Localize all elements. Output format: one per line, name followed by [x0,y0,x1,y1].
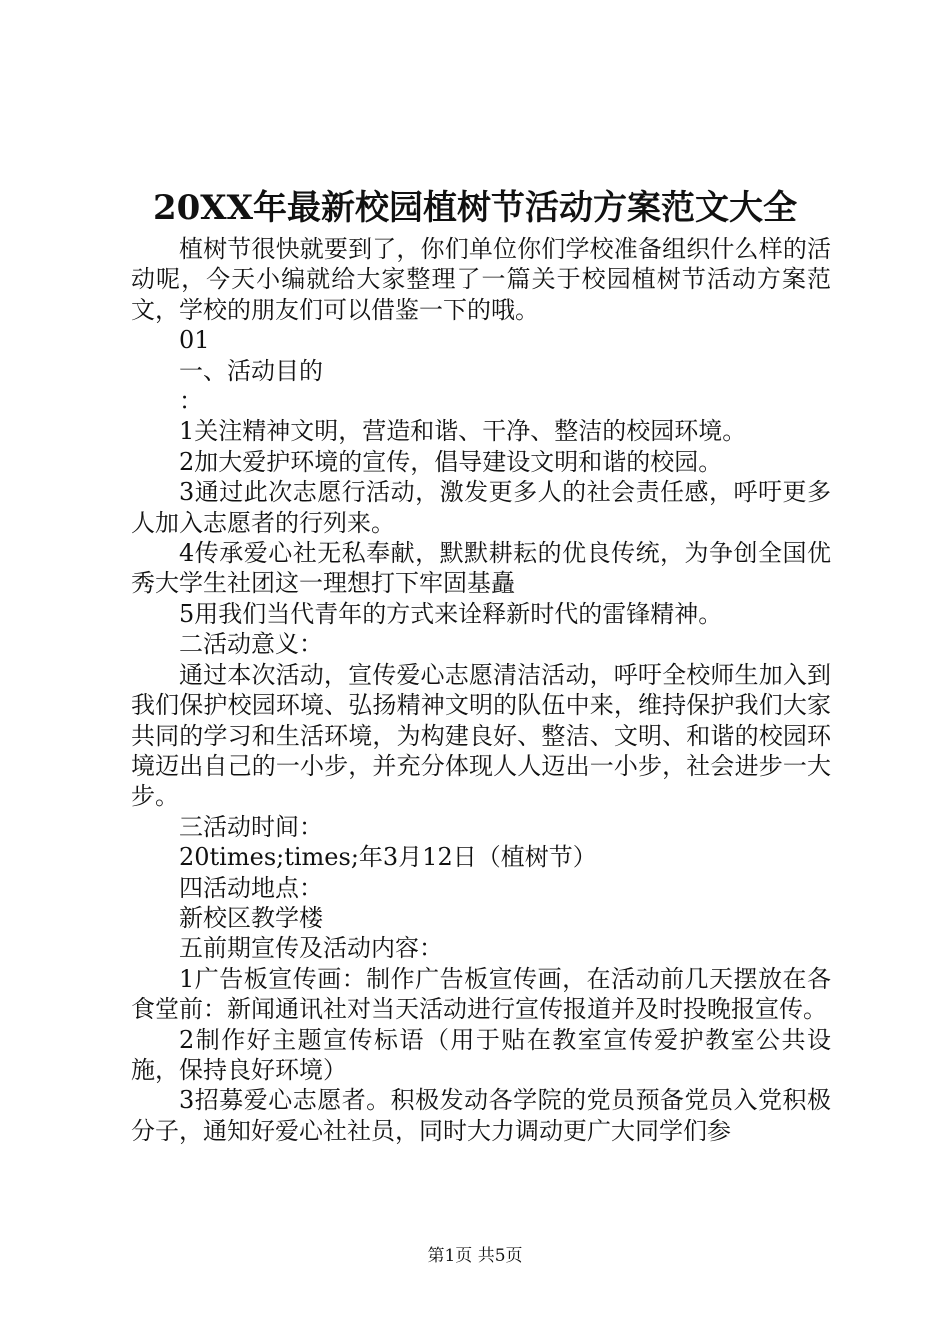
page-footer: 第1页 共5页 [427,1246,523,1266]
paragraph-intro: 植树节很快就要到了，你们单位你们学校准备组织什么样的活动呢，今天小编就给大家整理了一篇关于校园植树节活动方案范文，学校的朋友们可以借鉴一下的哦。 [131,235,831,324]
content-item-2: 2制作好主题宣传标语（用于贴在教室宣传爱护教室公共设施，保持良好环境） [131,1025,831,1084]
heading-activity-location: 四活动地点： [179,873,323,902]
heading-activity-time: 三活动时间： [179,812,323,841]
document-title: 20XX年最新校园植树节活动方案范文大全 [152,188,798,228]
document-body [131,234,831,1146]
paragraph-location: 新校区教学楼 [179,903,323,932]
purpose-item-4: 4传承爱心社无私奉献，默默耕耘的优良传统，为争创全国优秀大学生社团这一理想打下牢固基矗 [131,539,831,598]
purpose-item-1: 1关注精神文明，营造和谐、干净、整洁的校园环境。 [179,417,747,446]
content-item-3: 3招募爱心志愿者。积极发动各学院的党员预备党员入党积极分子，通知好爱心社社员，同时大力调动更广大同学们参 [131,1086,831,1145]
heading-publicity-content: 五前期宣传及活动内容： [179,934,443,963]
content-item-1: 1广告板宣传画：制作广告板宣传画，在活动前几天摆放在各食堂前：新闻通讯社对当天活动进行宣传报道并及时投晚报宣传。 [131,964,831,1024]
purpose-item-3: 3通过此次志愿行活动，激发更多人的社会责任感，呼吁更多人加入志愿者的行列来。 [131,478,831,537]
heading-activity-purpose: 一、活动目的 [179,356,323,385]
heading-activity-significance: 二活动意义： [179,630,323,659]
paragraph-colon: ： [179,387,203,416]
paragraph-section-number: 01 [179,326,210,355]
purpose-item-5: 5用我们当代青年的方式来诠释新时代的雷锋精神。 [179,599,723,628]
paragraph-time: 20times;times;年3月12日（植树节） [179,843,597,872]
purpose-item-2: 2加大爱护环境的宣传，倡导建设文明和谐的校园。 [179,447,723,476]
paragraph-significance: 通过本次活动，宣传爱心志愿清洁活动，呼吁全校师生加入到我们保护校园环境、弘扬精神文明的队伍中来，维持保护我们大家共同的学习和生活环境，为构建良好、整洁、文明、和谐的校园环境迈出自己的一小步，并充分体现人人迈出一小步，社会进步一大步。 [131,660,831,811]
